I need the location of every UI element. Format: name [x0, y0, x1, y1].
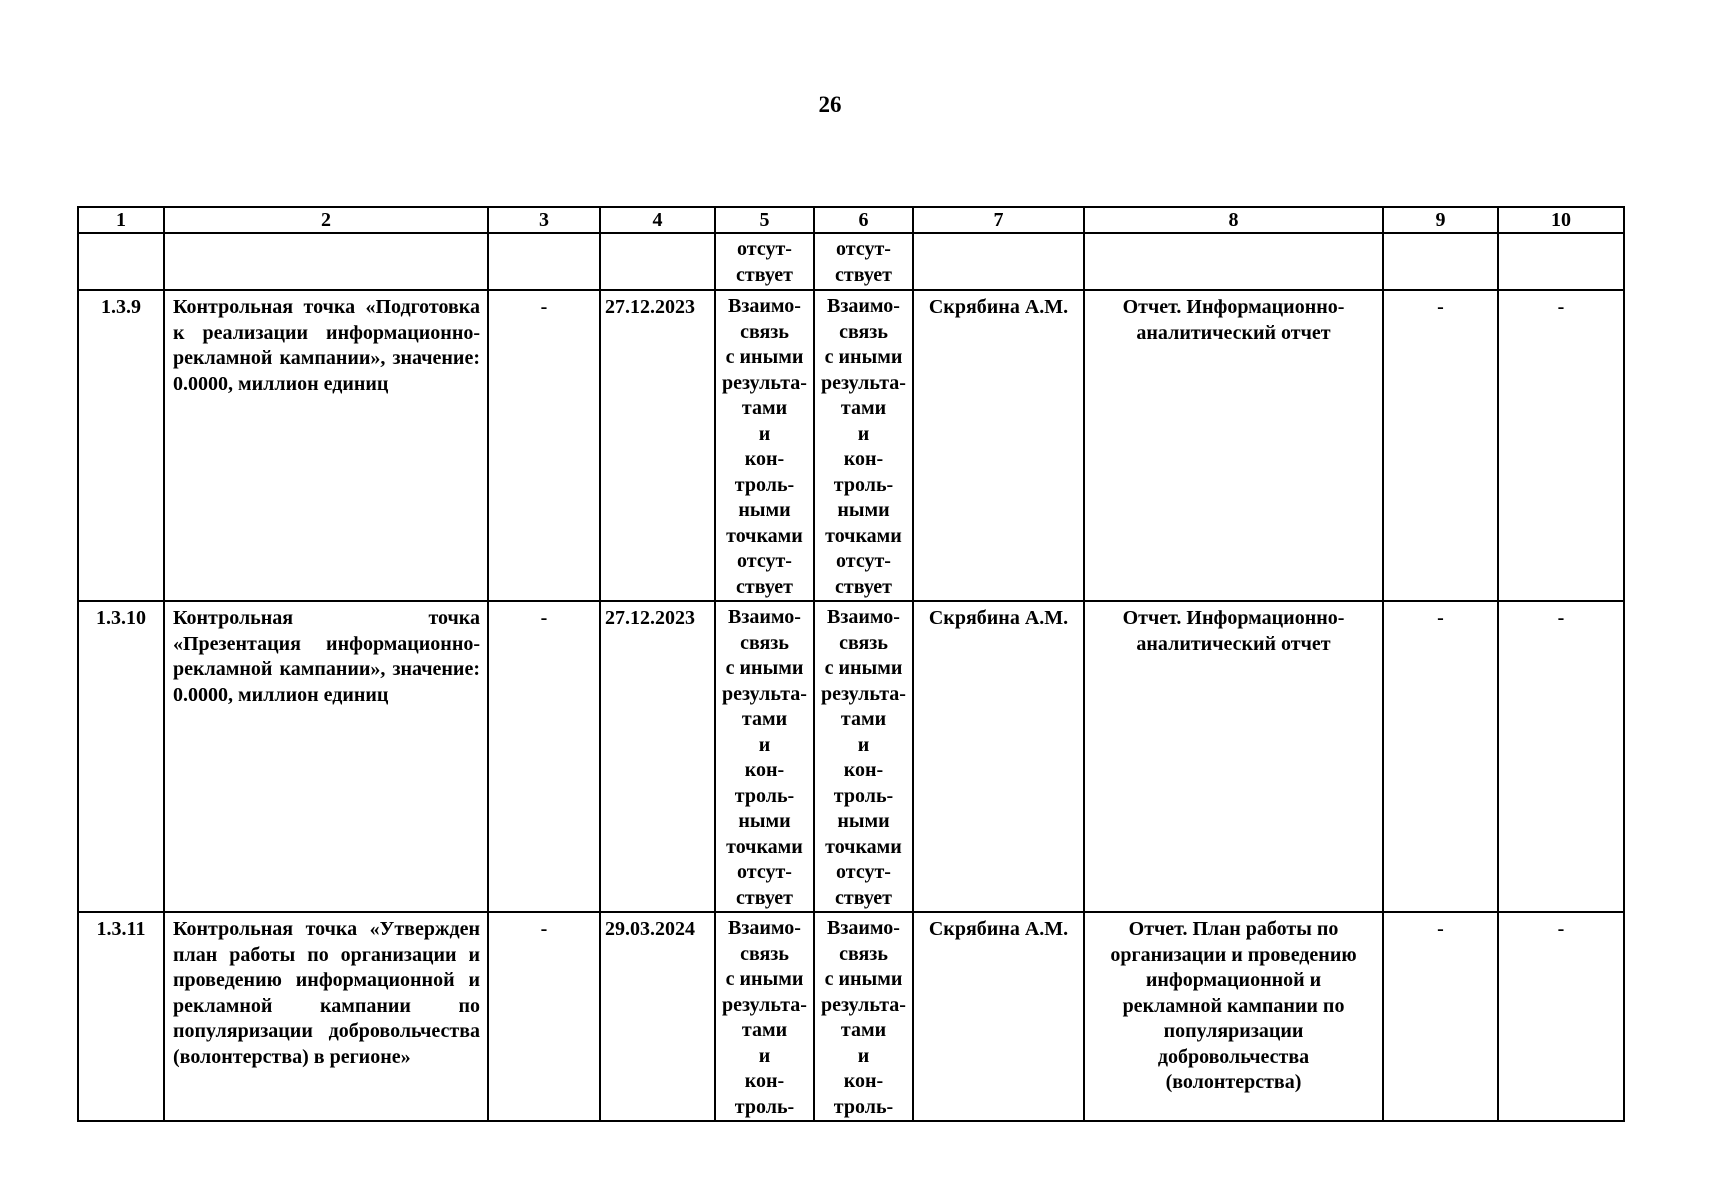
cell-text: Взаимо- связь с иными результа- тами и кон- троль- ными точками отсут- ствует [821, 606, 906, 909]
table-cell [488, 233, 600, 290]
cell-text: отсут- ствует [736, 238, 793, 286]
row-link-results [715, 912, 814, 1121]
cell-text: Взаимо- связь с иными результа- тами и кон- троль- ными точками отсут- ствует [722, 606, 807, 909]
row-date: 27.12.2023 [600, 601, 715, 912]
row-responsible: Скрябина А.М. [913, 290, 1084, 601]
row-col9: - [1383, 601, 1498, 912]
table-row [78, 912, 1624, 1121]
header-cell: 8 [1084, 207, 1383, 233]
row-link-points [814, 912, 913, 1121]
cell-text: Взаимо- связь с иными результа- тами и кон- троль- [722, 917, 807, 1118]
cell-text: Взаимо- связь с иными результа- тами и кон- троль- ными точками отсут- ствует [821, 295, 906, 598]
row-name: Контрольная точка «Утвержден план работы по организации и проведению информационной и рекламной кампании по популяризации добровольчества (волонтерства) в регионе» [164, 912, 488, 1121]
row-document: Отчет. План работы по организации и проведению информационной и рекламной кампании по популяризации добровольчества (волонтерства) [1084, 912, 1383, 1121]
row-link-results [715, 290, 814, 601]
header-cell: 1 [78, 207, 164, 233]
row-number: 1.3.11 [78, 912, 164, 1121]
row-responsible: Скрябина А.М. [913, 601, 1084, 912]
row-link-results [715, 601, 814, 912]
row-link-points [814, 601, 913, 912]
row-col10: - [1498, 912, 1624, 1121]
row-col10: - [1498, 290, 1624, 601]
row-link-points [814, 290, 913, 601]
table-cell [1498, 233, 1624, 290]
row-col3: - [488, 912, 600, 1121]
header-cell: 4 [600, 207, 715, 233]
table-row [78, 601, 1624, 912]
header-cell: 2 [164, 207, 488, 233]
row-col10: - [1498, 601, 1624, 912]
row-responsible: Скрябина А.М. [913, 912, 1084, 1121]
cell-text: отсут- ствует [835, 238, 892, 286]
row-col9: - [1383, 290, 1498, 601]
row-name: Контрольная точка «Подготовка к реализации информационно-рекламной кампании», значение: 0.0000, миллион единиц [164, 290, 488, 601]
page-number: 26 [818, 92, 842, 117]
row-document: Отчет. Информационно- аналитический отчет [1084, 601, 1383, 912]
table-cell [1383, 233, 1498, 290]
header-cell: 6 [814, 207, 913, 233]
header-cell: 5 [715, 207, 814, 233]
row-col3: - [488, 601, 600, 912]
cell-text: Взаимо- связь с иными результа- тами и кон- троль- ными точками отсут- ствует [722, 295, 807, 598]
row-date: 27.12.2023 [600, 290, 715, 601]
table-cell-link-results [715, 233, 814, 290]
row-number: 1.3.9 [78, 290, 164, 601]
plan-table [77, 206, 1625, 1122]
table-header-row [78, 207, 1624, 233]
header-cell: 3 [488, 207, 600, 233]
cell-text: Взаимо- связь с иными результа- тами и кон- троль- [821, 917, 906, 1118]
row-document: Отчет. Информационно- аналитический отчет [1084, 290, 1383, 601]
table-cell [78, 233, 164, 290]
table-row-continuation [78, 233, 1624, 290]
row-number: 1.3.10 [78, 601, 164, 912]
table-row [78, 290, 1624, 601]
table-cell [913, 233, 1084, 290]
header-cell: 9 [1383, 207, 1498, 233]
row-name: Контрольная точка «Презентация информационно-рекламной кампании», значение: 0.0000, миллион единиц [164, 601, 488, 912]
table-cell [1084, 233, 1383, 290]
row-date: 29.03.2024 [600, 912, 715, 1121]
table-cell [600, 233, 715, 290]
table-cell-link-points [814, 233, 913, 290]
row-col9: - [1383, 912, 1498, 1121]
header-cell: 10 [1498, 207, 1624, 233]
row-col3: - [488, 290, 600, 601]
header-cell: 7 [913, 207, 1084, 233]
table-cell [164, 233, 488, 290]
